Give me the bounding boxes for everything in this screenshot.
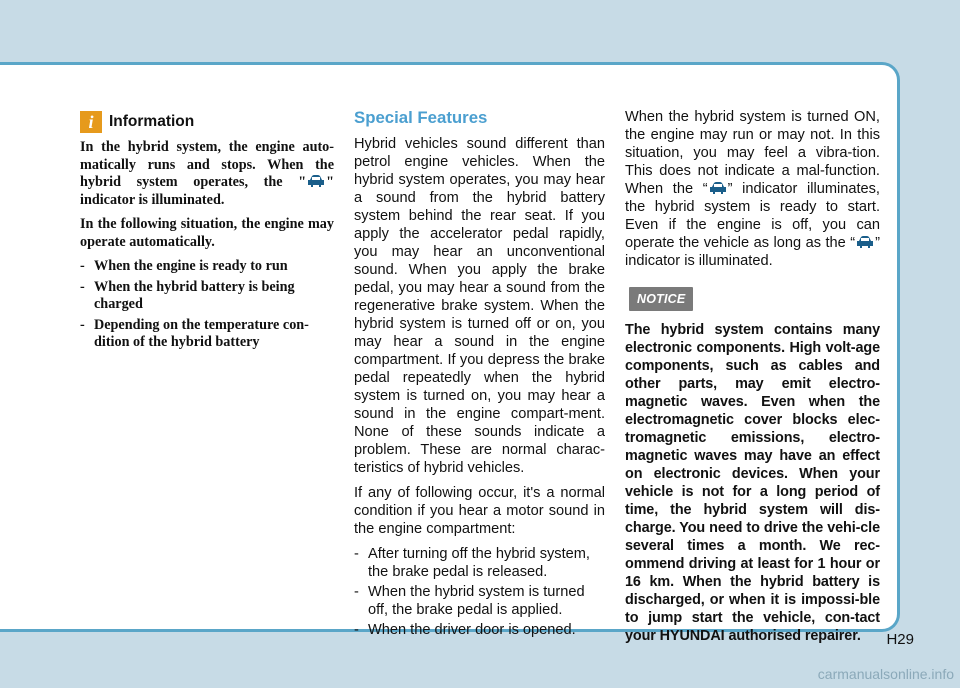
notice-badge: NOTICE <box>629 287 693 311</box>
special-paragraph-1: Hybrid vehicles sound different than petrol engine vehicles. When the hybrid system operates, you may hear a sound from the hybrid battery system behind the rear seat. If you apply the accelerator pedal rapidly, you may hear an unconventional sound. When you apply the brake pedal, you may hear a sound from the regenerative brake system. When the hybrid system is turned off or on, you may hear a sound in the engine compartment. If you depress the brake pedal repeatedly when the hybrid system is turned on, you may hear a sound in the engine compart-ment. None of these sounds indicate a problem. These are normal charac-teristics of hybrid vehicles. <box>354 136 605 476</box>
page-number: H29 <box>886 631 914 648</box>
special-features-section <box>354 108 605 641</box>
hybrid-ready-indicator-icon <box>709 181 727 195</box>
list-item: - When the hybrid system is turned off, the brake pedal is applied. <box>354 584 585 618</box>
list-item: - Depending on the temperature con-dition of the hybrid battery <box>80 316 309 350</box>
hybrid-ready-indicator-icon <box>307 174 325 188</box>
special-paragraph-2: If any of following occur, it's a normal condition if you hear a motor sound in the engine compartment: <box>354 485 605 537</box>
right-column <box>625 108 880 645</box>
watermark: carmanualsonline.info <box>817 666 954 682</box>
hybrid-ready-indicator-icon <box>856 235 874 249</box>
information-paragraph-1: In the hybrid system, the engine auto-matically runs and stops. When the hybrid system operates, the " " indicator is illuminated. <box>80 139 334 208</box>
information-paragraph-2: In the following situation, the engine may operate automatically. <box>80 216 334 250</box>
list-item: - When the engine is ready to run <box>80 258 288 274</box>
list-item: - When the driver door is opened. <box>354 622 576 638</box>
section-title: Special Features <box>354 108 488 127</box>
right-paragraph-1: When the hybrid system is turned ON, the engine may run or may not. In this situation, you may feel a vibra-tion. This does not indicate a mal-function. When the “ ” indicator illuminates, the hybrid system is ready to start. Even if the engine is off, you can operate the vehicle as long as the “ ” indicator is illuminated. <box>625 109 880 269</box>
notice-text: The hybrid system contains many electronic components. High volt-age components, such as cables and other parts, may emit electro-magnetic waves. Even when the electromagnetic cover blocks elec-tromagnetic emissions, electro-magnetic waves may have an effect on electronic devices. When your vehicle is not for a long period of time, the hybrid system will dis-charge. You need to drive the vehi-cle several times a month. We rec-ommend driving at least for 1 hour or 16 km. When the hybrid battery is discharged, or when it is impossi-ble to jump start the vehicle, con-tact your HYUNDAI authorised repairer. <box>625 322 880 644</box>
information-title: Information <box>109 113 195 131</box>
info-icon: i <box>80 111 102 133</box>
information-box <box>80 108 334 355</box>
list-item: - When the hybrid battery is being charged <box>80 278 295 312</box>
list-item: - After turning off the hybrid system, the brake pedal is released. <box>354 546 590 580</box>
information-header <box>80 111 334 133</box>
